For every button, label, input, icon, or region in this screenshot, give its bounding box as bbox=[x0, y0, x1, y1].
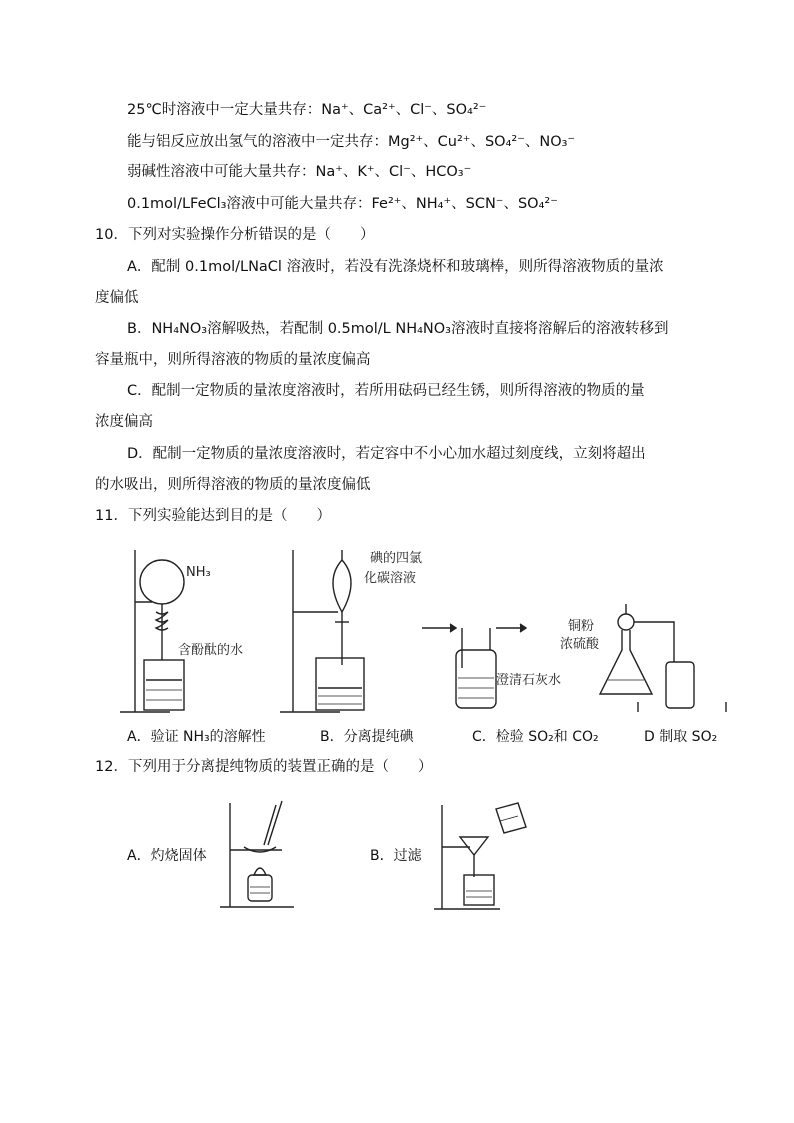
q12-stem: 12．下列用于分离提纯物质的装置正确的是（ ） bbox=[95, 759, 433, 775]
q9-option-c: 弱碱性溶液中可能大量共存：Na⁺、K⁺、Cl⁻、HCO₃⁻ bbox=[127, 164, 472, 180]
q9-option-b: 能与铝反应放出氢气的溶液中一定共存：Mg²⁺、Cu²⁺、SO₄²⁻、NO₃⁻ bbox=[127, 134, 576, 150]
q10-stem: 10．下列对实验操作分析错误的是（ ） bbox=[95, 227, 375, 243]
q11-caption-b: B．分离提纯碘 bbox=[320, 729, 414, 745]
label-iodine-line2: 化碳溶液 bbox=[364, 571, 417, 586]
q12-caption-b: B．过滤 bbox=[370, 848, 422, 864]
q10-option-b-line2: 容量瓶中，则所得溶液的物质的量浓度偏高 bbox=[95, 352, 371, 368]
q10-option-a-line1: A．配制 0.1mol/LNaCl 溶液时，若没有洗涤烧杯和玻璃棒，则所得溶液物质的量浓 bbox=[127, 259, 664, 275]
q10-option-d-line1: D．配制一定物质的量浓度溶液时，若定容中不小心加水超过刻度线，立刻将超出 bbox=[127, 446, 646, 462]
label-phenolphthalein-water: 含酚酞的水 bbox=[178, 643, 244, 658]
label-iodine-line1: 碘的四氯 bbox=[370, 551, 423, 566]
q11-caption-d: D 制取 SO₂ bbox=[644, 729, 718, 745]
q10-option-a-line2: 度偏低 bbox=[95, 290, 139, 306]
label-nh3: NH₃ bbox=[186, 565, 211, 580]
q12-apparatus-a bbox=[210, 795, 300, 915]
q10-option-d-line2: 的水吸出，则所得溶液的物质的量浓度偏低 bbox=[95, 477, 371, 493]
q12-caption-a: A．灼烧固体 bbox=[127, 848, 207, 864]
q10-option-c-line2: 浓度偏高 bbox=[95, 414, 153, 430]
q12-apparatus-b bbox=[430, 797, 530, 915]
q11-caption-c: C．检验 SO₂和 CO₂ bbox=[472, 729, 599, 745]
q11-apparatus-figure bbox=[110, 530, 730, 720]
q11-caption-a: A．验证 NH₃的溶解性 bbox=[127, 729, 266, 745]
label-copper: 铜粉 bbox=[568, 619, 595, 634]
label-limewater: 澄清石灰水 bbox=[496, 673, 562, 688]
q9-option-d: 0.1mol/LFeCl₃溶液中可能大量共存：Fe²⁺、NH₄⁺、SCN⁻、SO₄²⁻ bbox=[127, 196, 558, 212]
q10-option-c-line1: C．配制一定物质的量浓度溶液时，若所用砝码已经生锈，则所得溶液的物质的量 bbox=[127, 383, 645, 399]
q11-stem: 11．下列实验能达到目的是（ ） bbox=[95, 508, 331, 524]
q10-option-b-line1: B．NH₄NO₃溶解吸热，若配制 0.5mol/L NH₄NO₃溶液时直接将溶解后的溶液转移到 bbox=[127, 321, 669, 337]
q9-option-a: 25℃时溶液中一定大量共存：Na⁺、Ca²⁺、Cl⁻、SO₄²⁻ bbox=[127, 102, 487, 118]
label-conc-acid: 浓硫酸 bbox=[560, 637, 600, 652]
